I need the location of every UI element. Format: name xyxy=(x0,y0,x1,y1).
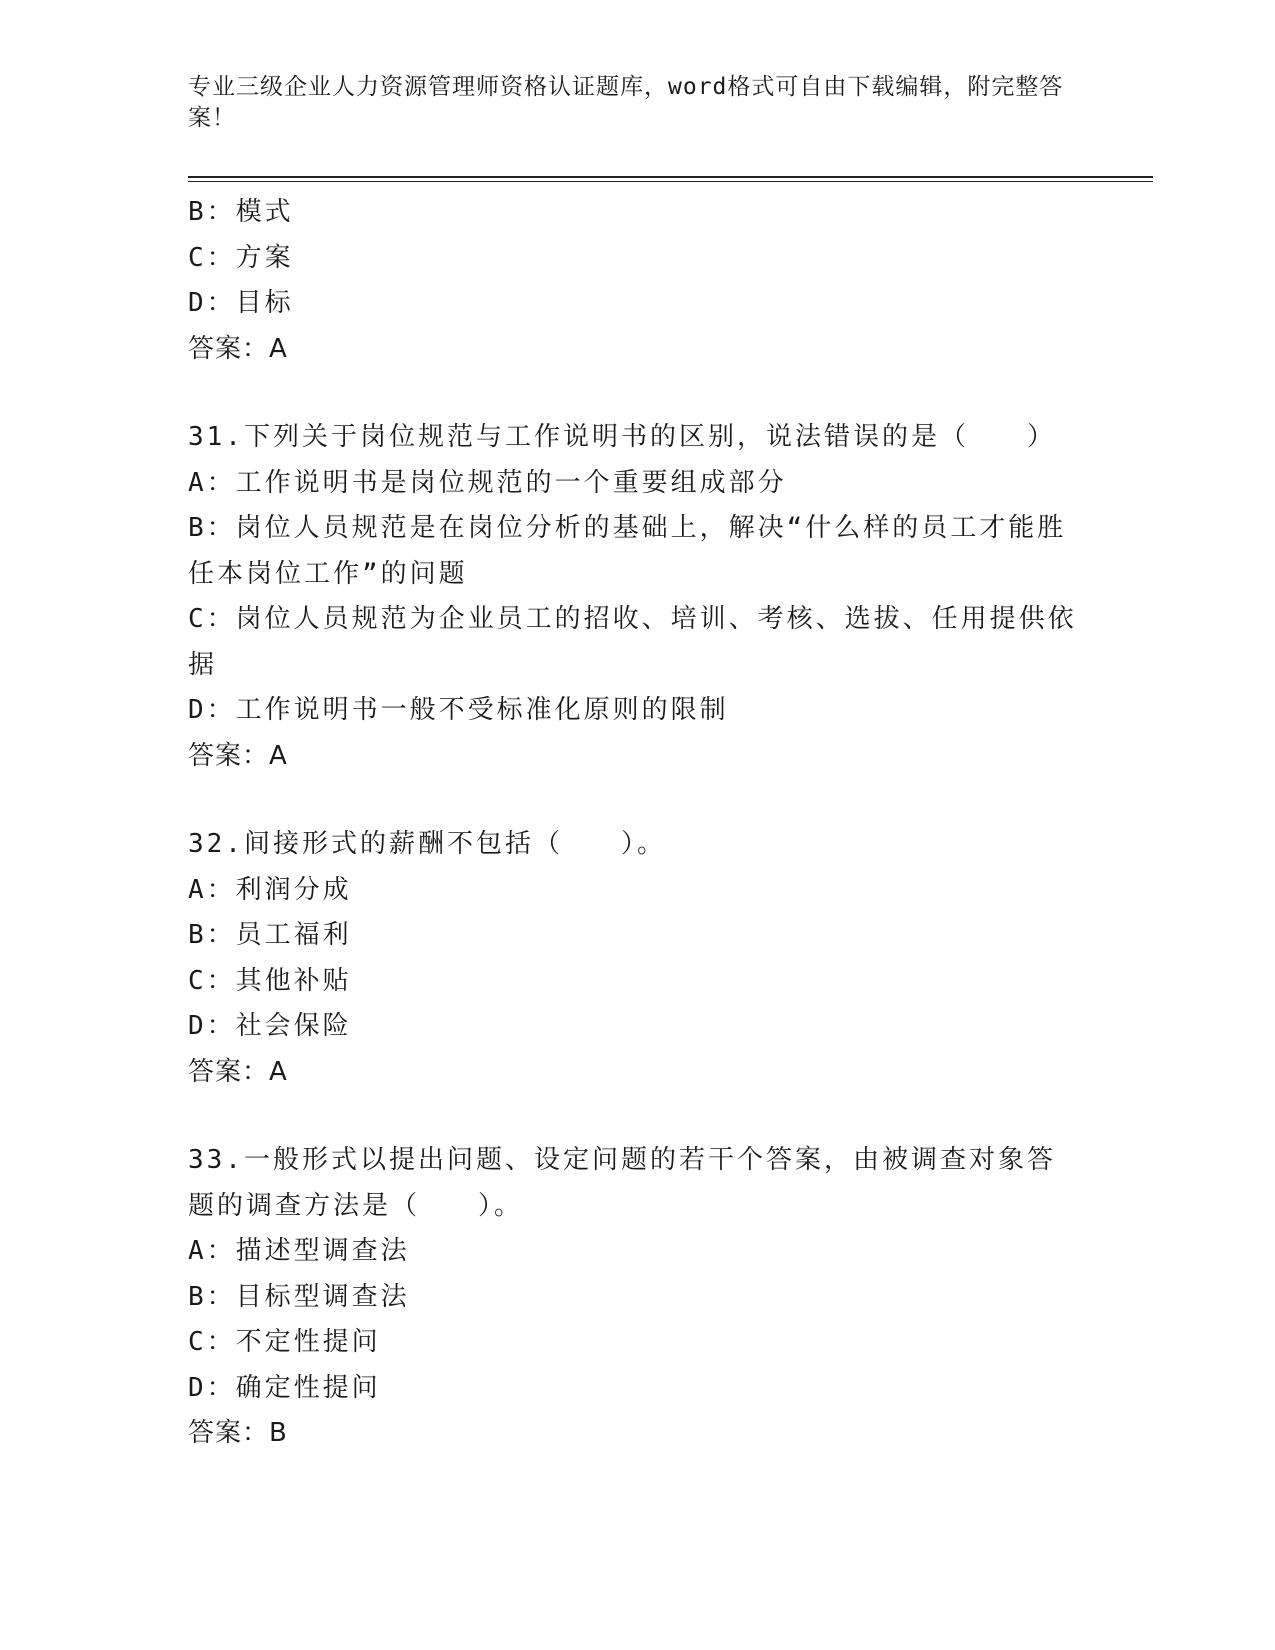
question-33 xyxy=(188,1138,1078,1457)
option-c: C：不定性提问 xyxy=(188,1327,381,1357)
header-divider-thin xyxy=(188,181,1153,182)
question-stem: 33.一般形式以提出问题、设定问题的若干个答案，由被调查对象答题的调查方法是（ ）。 xyxy=(188,1145,1056,1221)
option-c: C：其他补贴 xyxy=(188,965,352,996)
option-b: B：目标型调查法 xyxy=(188,1281,410,1312)
answer-line: 答案：B xyxy=(188,1418,288,1448)
option-a: A：描述型调查法 xyxy=(188,1236,410,1266)
answer-line: 答案：A xyxy=(188,1056,288,1087)
option-a: A：利润分成 xyxy=(188,874,352,905)
spacer xyxy=(188,372,1078,415)
page-header: 专业三级企业人力资源管理师资格认证题库，word格式可自由下载编辑，附完整答案！ xyxy=(188,74,1064,131)
question-stem: 31.下列关于岗位规范与工作说明书的区别，说法错误的是（ ） xyxy=(188,422,1056,452)
option-d: D：目标 xyxy=(188,288,294,318)
spacer xyxy=(188,779,1078,822)
option-c: C：方案 xyxy=(188,242,294,273)
header-divider-thick xyxy=(188,176,1153,178)
question-content xyxy=(188,190,1078,1457)
option-d: D：社会保险 xyxy=(188,1011,352,1041)
option-d: D：工作说明书一般不受标准化原则的限制 xyxy=(188,695,729,725)
option-d: D：确定性提问 xyxy=(188,1372,381,1403)
spacer xyxy=(188,1095,1078,1138)
option-a: A：工作说明书是岗位规范的一个重要组成部分 xyxy=(188,467,787,498)
option-b: B：模式 xyxy=(188,197,294,227)
answer-line: 答案：A xyxy=(188,333,288,364)
previous-question-tail xyxy=(188,190,1078,372)
option-b: B：员工福利 xyxy=(188,920,352,950)
question-stem: 32.间接形式的薪酬不包括（ ）。 xyxy=(188,829,666,859)
option-b: B：岗位人员规范是在岗位分析的基础上，解决“什么样的员工才能胜任本岗位工作”的问题 xyxy=(188,513,1067,589)
option-c: C：岗位人员规范为企业员工的招收、培训、考核、选拔、任用提供依据 xyxy=(188,604,1077,680)
answer-line: 答案：A xyxy=(188,740,288,771)
question-32 xyxy=(188,822,1078,1095)
question-31 xyxy=(188,415,1078,779)
